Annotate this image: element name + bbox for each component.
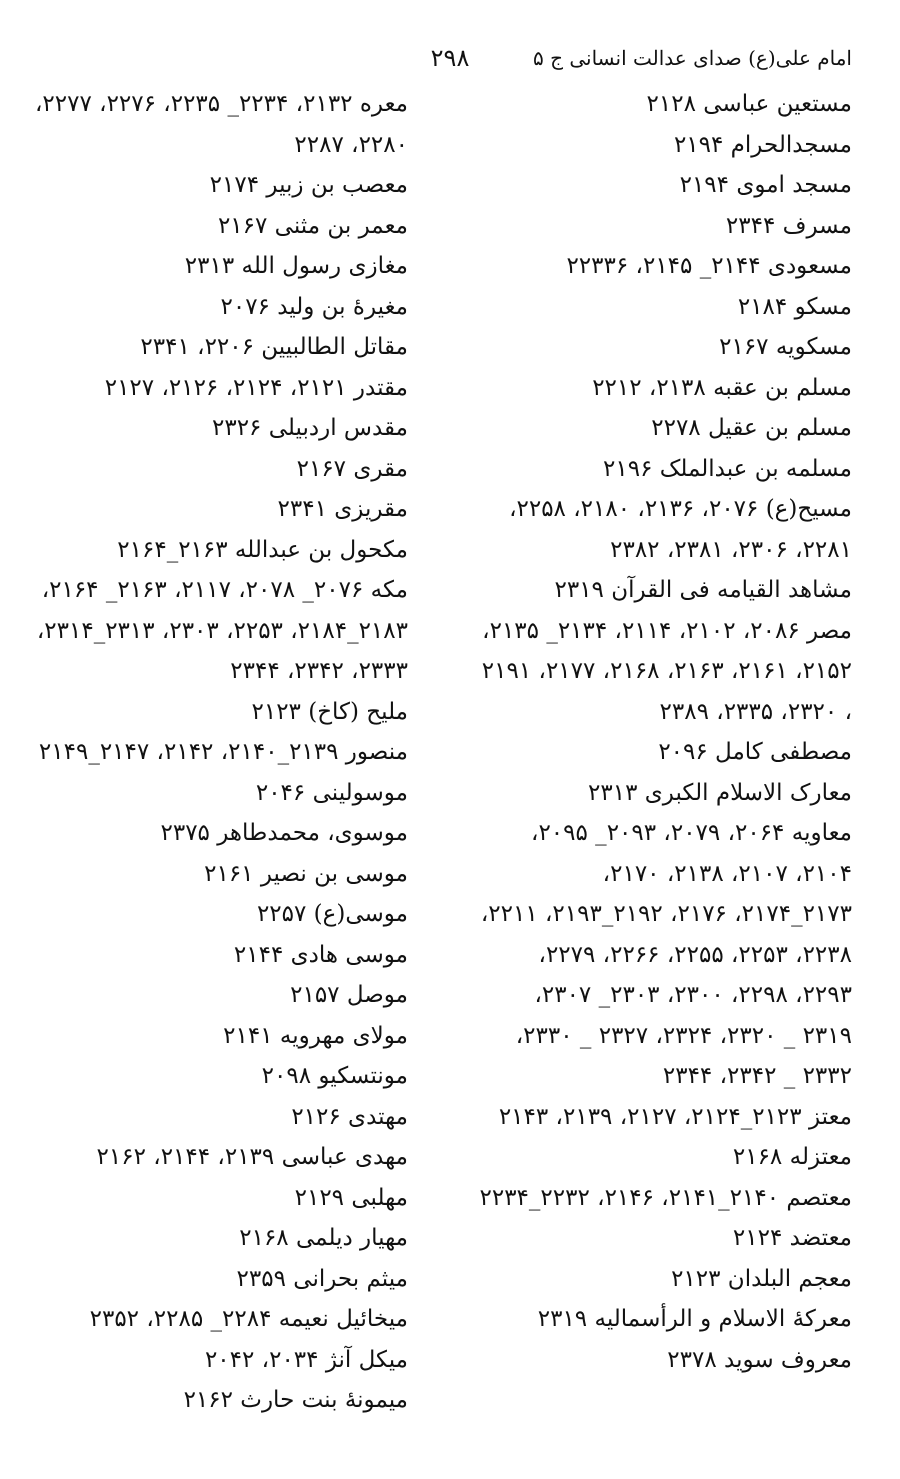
index-entry: مقریزی ۲۳۴۱ <box>277 496 408 522</box>
index-entry: مهتدی ۲۱۲۶ <box>291 1103 408 1130</box>
index-entry: معتزله ۲۱۶۸ <box>732 1144 852 1170</box>
index-entry: ۲۳۳۳، ۲۳۴۲، ۲۳۴۴ <box>230 658 408 684</box>
index-entry: موسی هادی ۲۱۴۴ <box>233 941 408 968</box>
index-column-left <box>3 84 408 1421</box>
index-entry: میمونهٔ بنت حارث ۲۱۶۲ <box>183 1387 408 1413</box>
index-entry: مغازی رسول الله ۲۳۱۳ <box>184 253 408 279</box>
index-entry: موسولینی ۲۰۴۶ <box>255 779 408 806</box>
index-entry: مصر ۲۰۸۶، ۲۱۰۲، ۲۱۱۴، ۲۱۳۴_ ۲۱۳۵، <box>482 617 852 644</box>
index-entry: ، ۲۳۲۰، ۲۳۳۵، ۲۳۸۹ <box>659 698 852 725</box>
index-entry: مشاهد القیامه فی القرآن ۲۳۱۹ <box>554 577 852 603</box>
index-entry: مسلم بن عقبه ۲۱۳۸، ۲۲۱۲ <box>592 374 852 401</box>
index-entry: مکه ۲۰۷۶_ ۲۰۷۸، ۲۱۱۷، ۲۱۶۳_ ۲۱۶۴، <box>41 577 408 603</box>
index-entry: مغیرهٔ بن ولید ۲۰۷۶ <box>220 293 408 320</box>
index-entry: مسکو ۲۱۸۴ <box>737 293 852 320</box>
index-entry: معتصم ۲۱۴۰_۲۱۴۱، ۲۱۴۶، ۲۲۳۲_۲۲۳۴ <box>479 1184 852 1211</box>
index-entry: مسجدالحرام ۲۱۹۴ <box>673 131 852 158</box>
index-entry: ۲۳۱۹ _ ۲۳۲۰، ۲۳۲۴، ۲۳۲۷ _ ۲۳۳۰، <box>515 1022 852 1049</box>
index-entry: موسی(ع) ۲۲۵۷ <box>256 901 408 927</box>
index-entry: مقتدر ۲۱۲۱، ۲۱۲۴، ۲۱۲۶، ۲۱۲۷ <box>104 374 408 401</box>
index-entry: مسعودی ۲۱۴۴_ ۲۱۴۵، ۲۲۳۳۶ <box>566 253 852 279</box>
index-entry: مسجد اموی ۲۱۹۴ <box>679 172 852 198</box>
page-number: ۲۹۸ <box>430 44 470 72</box>
index-entry: معارک الاسلام الکبری ۲۳۱۳ <box>588 779 852 806</box>
page-header <box>0 38 900 78</box>
index-entry: معجم البلدان ۲۱۲۳ <box>671 1265 852 1292</box>
index-entry: ۲۲۳۸، ۲۲۵۳، ۲۲۵۵، ۲۲۶۶، ۲۲۷۹، <box>538 941 852 968</box>
index-entry: موسی بن نصیر ۲۱۶۱ <box>204 860 408 887</box>
index-entry: معتز ۲۱۲۳_۲۱۲۴، ۲۱۲۷، ۲۱۳۹، ۲۱۴۳ <box>498 1103 852 1130</box>
index-entry: معروف سوید ۲۳۷۸ <box>667 1346 852 1373</box>
index-entry: منصور ۲۱۳۹_۲۱۴۰، ۲۱۴۲، ۲۱۴۷_۲۱۴۹ <box>38 739 408 765</box>
index-entry: ۲۱۷۳_۲۱۷۴، ۲۱۷۶، ۲۱۹۲_۲۱۹۳، ۲۲۱۱، <box>480 901 852 927</box>
index-entry: مسکویه ۲۱۶۷ <box>719 334 852 360</box>
index-entry: معره ۲۱۳۲، ۲۲۳۴_ ۲۲۳۵، ۲۲۷۶، ۲۲۷۷، <box>34 91 408 117</box>
index-entry: ملیح (کاخ) ۲۱۲۳ <box>251 698 408 725</box>
index-entry: معمر بن مثنی ۲۱۶۷ <box>217 212 408 239</box>
index-entry: مسلمه بن عبدالملک ۲۱۹۶ <box>603 455 852 482</box>
index-entry: مکحول بن عبدالله ۲۱۶۳_۲۱۶۴ <box>117 536 408 563</box>
index-entry: معصب بن زبیر ۲۱۷۴ <box>209 172 408 198</box>
index-entry: ۲۱۵۲، ۲۱۶۱، ۲۱۶۳، ۲۱۶۸، ۲۱۷۷، ۲۱۹۱ <box>481 658 852 684</box>
running-title: امام علی(ع) صدای عدالت انسانی ج ۵ <box>532 46 852 70</box>
index-entry: ۲۱۸۳_۲۱۸۴، ۲۲۵۳، ۲۳۰۳، ۲۳۱۳_۲۳۱۴، <box>36 617 408 644</box>
index-entry: مولای مهرویه ۲۱۴۱ <box>223 1022 408 1049</box>
index-entry: مهدی عباسی ۲۱۳۹، ۲۱۴۴، ۲۱۶۲ <box>96 1144 408 1170</box>
index-entry: میکل آنژ ۲۰۳۴، ۲۰۴۲ <box>204 1346 408 1373</box>
index-entry: ۲۳۳۲ _ ۲۳۴۲، ۲۳۴۴ <box>662 1063 852 1089</box>
index-entry: مسیح(ع) ۲۰۷۶، ۲۱۳۶، ۲۱۸۰، ۲۲۵۸، <box>509 496 852 522</box>
index-entry: مصطفی کامل ۲۰۹۶ <box>658 739 852 765</box>
index-entry: معرکهٔ الاسلام و الرأسمالیه ۲۳۱۹ <box>537 1306 852 1332</box>
index-entry: مسرف ۲۳۴۴ <box>725 212 852 239</box>
index-entry: مهیار دیلمی ۲۱۶۸ <box>239 1225 408 1251</box>
index-entry: ۲۲۹۳، ۲۲۹۸، ۲۳۰۰، ۲۳۰۳_ ۲۳۰۷، <box>534 982 852 1008</box>
index-entry: موسوی، محمدطاهر ۲۳۷۵ <box>160 820 408 846</box>
index-entry: معاویه ۲۰۶۴، ۲۰۷۹، ۲۰۹۳_ ۲۰۹۵، <box>531 820 852 846</box>
index-entry: مهلبی ۲۱۲۹ <box>294 1184 408 1211</box>
index-entry: مونتسکیو ۲۰۹۸ <box>261 1063 408 1089</box>
index-column-right <box>447 84 852 1380</box>
index-entry: ۲۱۰۴، ۲۱۰۷، ۲۱۳۸، ۲۱۷۰، <box>602 860 852 887</box>
index-entry: ۲۲۸۱، ۲۳۰۶، ۲۳۸۱، ۲۳۸۲ <box>610 536 852 563</box>
index-entry: موصل ۲۱۵۷ <box>290 982 408 1008</box>
index-entry: مقاتل الطالبیین ۲۲۰۶، ۲۳۴۱ <box>140 334 408 360</box>
index-entry: میثم بحرانی ۲۳۵۹ <box>236 1265 408 1292</box>
index-entry: مستعین عباسی ۲۱۲۸ <box>646 91 852 117</box>
index-entry: مقدس اردبیلی ۲۳۲۶ <box>211 415 408 441</box>
index-entry: میخائیل نعیمه ۲۲۸۴_ ۲۲۸۵، ۲۳۵۲ <box>89 1306 408 1332</box>
index-entry: مسلم بن عقیل ۲۲۷۸ <box>651 415 852 441</box>
index-entry: معتضد ۲۱۲۴ <box>732 1225 852 1251</box>
index-entry: ۲۲۸۰، ۲۲۸۷ <box>294 131 408 158</box>
index-entry: مقری ۲۱۶۷ <box>296 455 408 482</box>
